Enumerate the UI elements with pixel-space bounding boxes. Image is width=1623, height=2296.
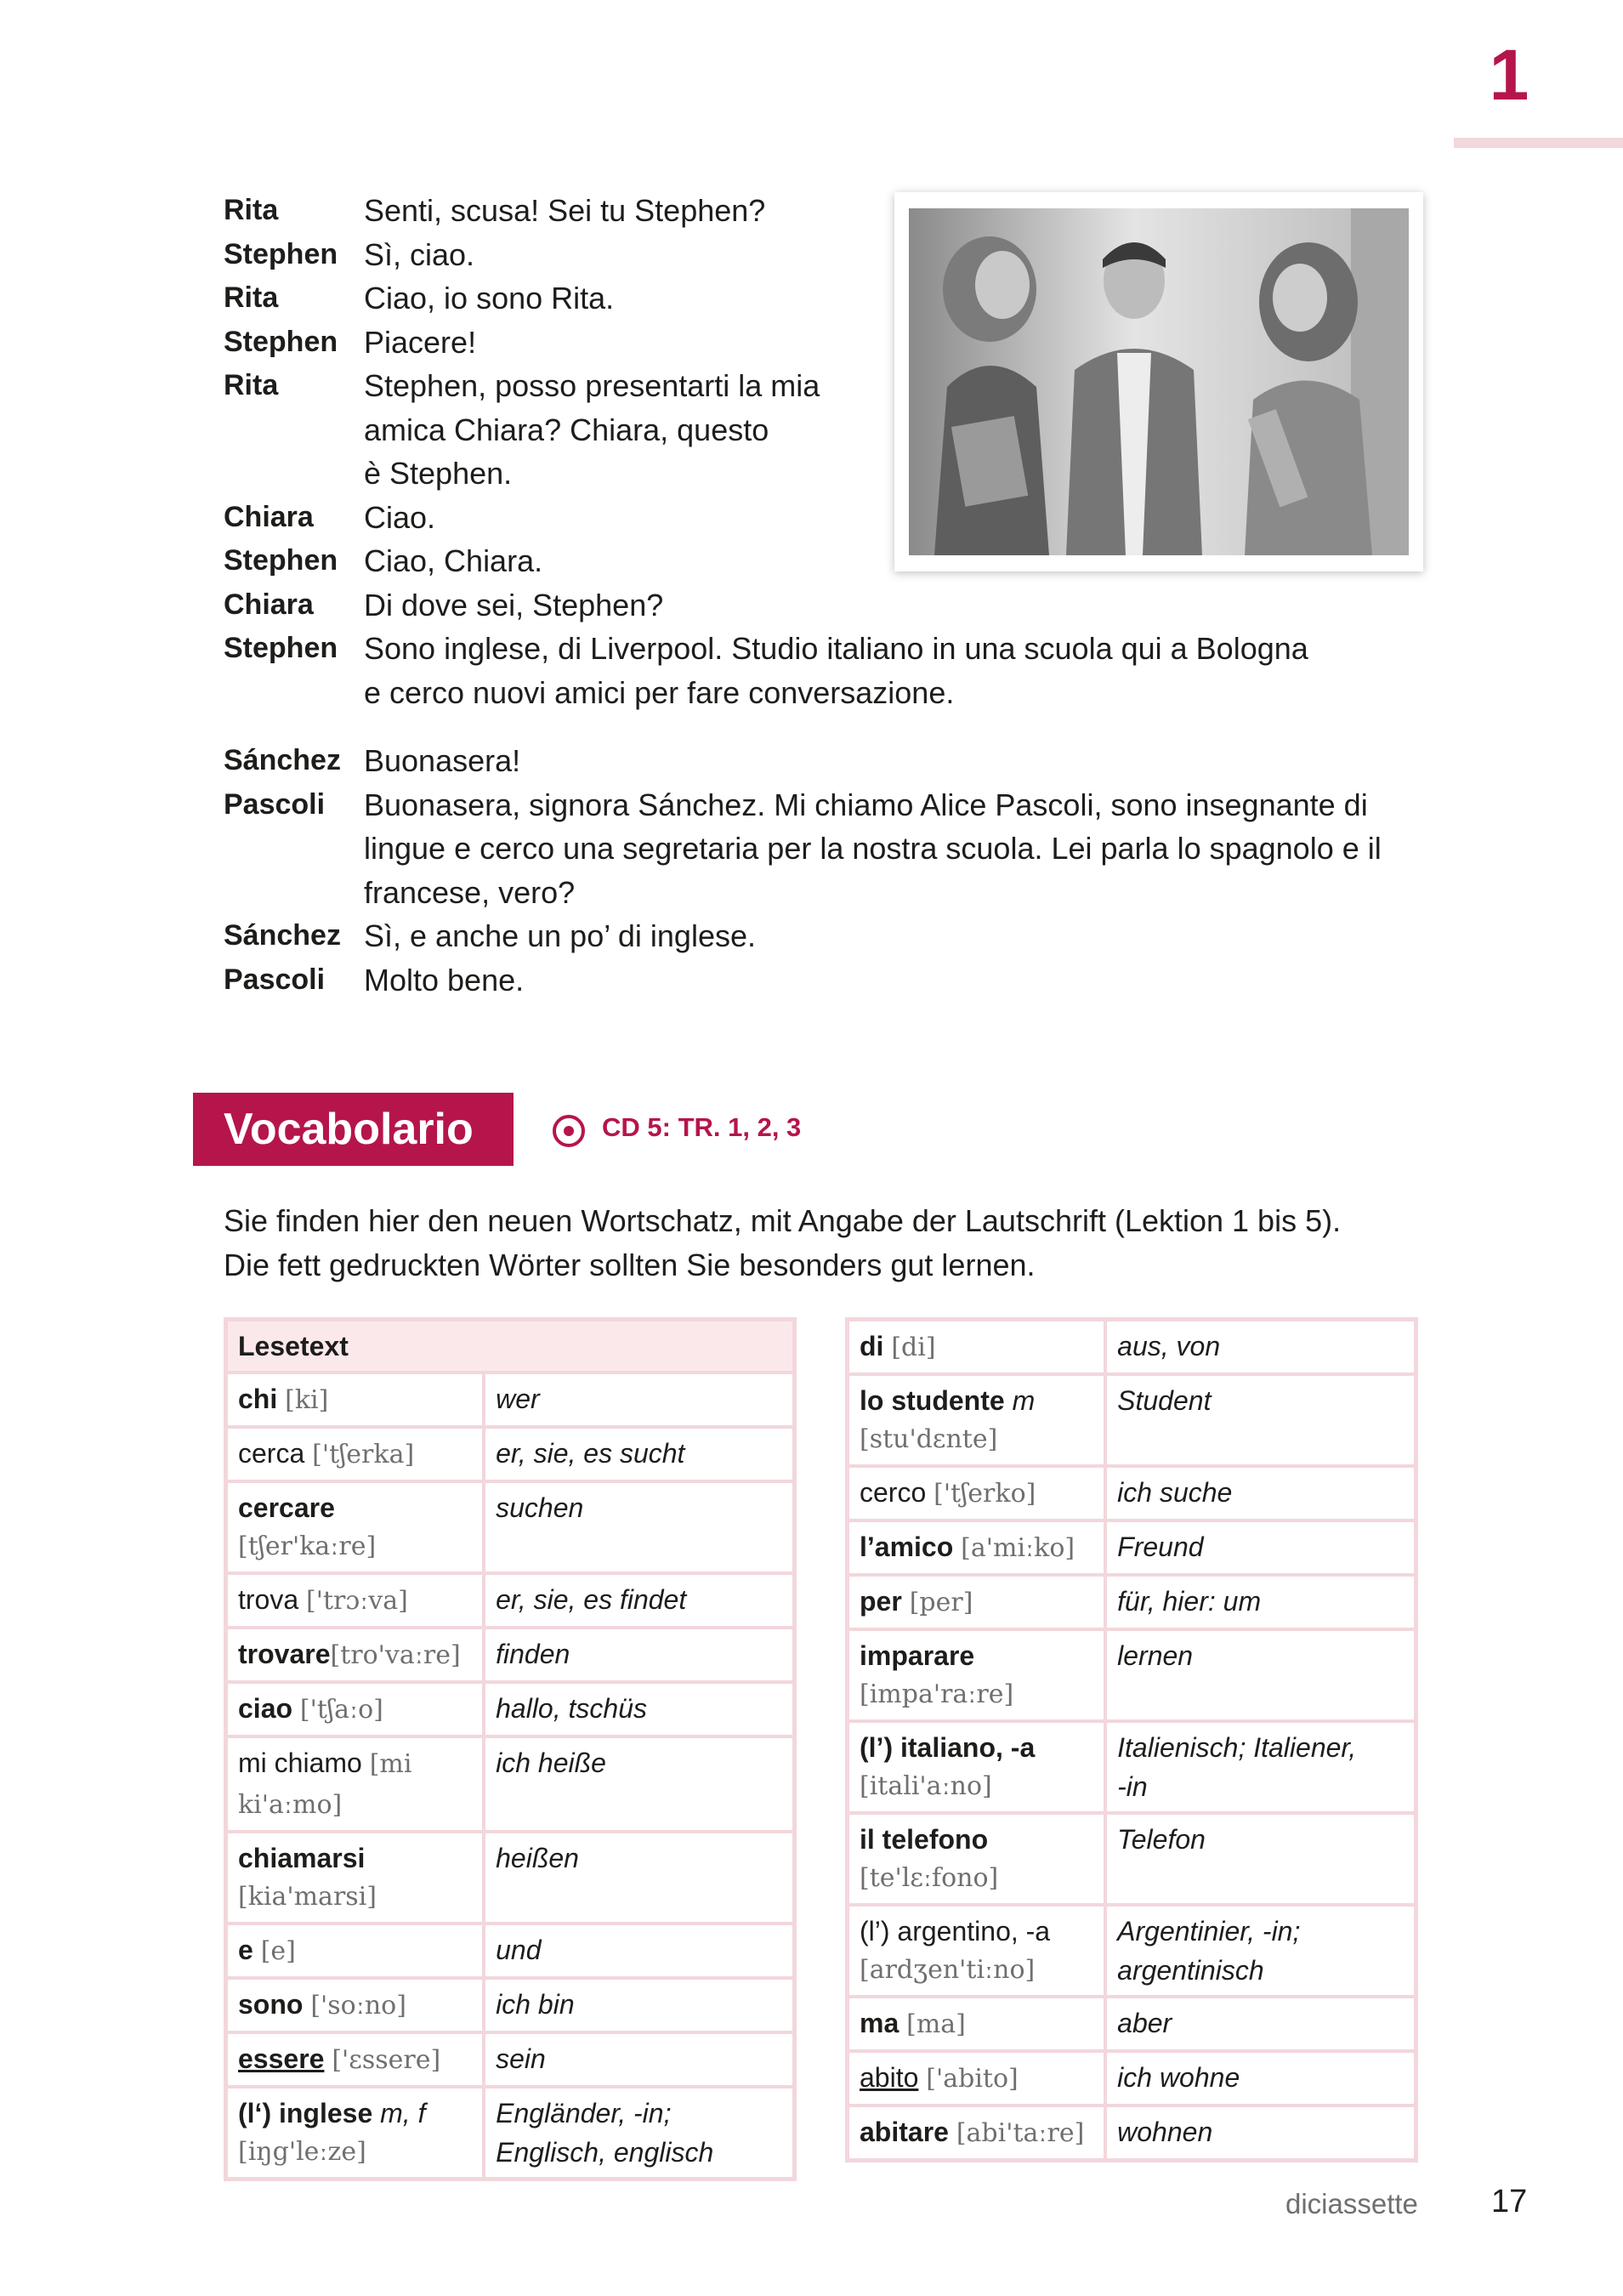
speech: e cerco nuovi amici per fare conversazione. bbox=[364, 674, 955, 710]
table-row bbox=[226, 1427, 795, 1481]
table-row bbox=[848, 1629, 1416, 1721]
speech: Molto bene. bbox=[364, 962, 525, 997]
speech: Sì, e anche un po’ di inglese. bbox=[364, 918, 756, 953]
speech: Di dove sei, Stephen? bbox=[364, 587, 664, 622]
table-row bbox=[848, 1320, 1416, 1375]
speaker: Chiara bbox=[224, 588, 314, 621]
german-cell: hallo, tschüs bbox=[484, 1682, 794, 1736]
italian-cell: di [di] bbox=[848, 1320, 1106, 1375]
speech: Sì, ciao. bbox=[364, 236, 475, 272]
italian-cell: cerca ['tʃerka] bbox=[226, 1427, 485, 1481]
speaker: Rita bbox=[224, 281, 279, 314]
speaker: Pascoli bbox=[224, 787, 326, 821]
german-cell: Argentinier, -in; argentinisch bbox=[1105, 1905, 1416, 1997]
german-cell: ich bin bbox=[484, 1978, 794, 2032]
italian-cell: mi chiamo [mi ki'aːmo] bbox=[226, 1736, 485, 1832]
vocab-table-left bbox=[224, 1317, 797, 2181]
german-cell: Italienisch; Italiener, -in bbox=[1105, 1721, 1416, 1813]
italian-cell: l’amico [a'miːko] bbox=[848, 1520, 1106, 1575]
table-row bbox=[226, 2087, 795, 2179]
german-cell: lernen bbox=[1105, 1629, 1416, 1721]
german-cell: aber bbox=[1105, 1997, 1416, 2051]
german-cell: er, sie, es sucht bbox=[484, 1427, 794, 1481]
italian-cell: essere ['ɛssere] bbox=[226, 2032, 485, 2087]
chapter-number: 1 bbox=[1489, 35, 1529, 115]
speech: Senti, scusa! Sei tu Stephen? bbox=[364, 193, 766, 228]
italian-cell: il telefono [te'lɛːfono] bbox=[848, 1813, 1106, 1905]
italian-cell: per [per] bbox=[848, 1575, 1106, 1629]
table-row bbox=[226, 1682, 795, 1736]
german-cell: Student bbox=[1105, 1374, 1416, 1466]
table-row bbox=[226, 1573, 795, 1628]
table-row bbox=[848, 1813, 1416, 1905]
page-number: 17 bbox=[1491, 2184, 1528, 2219]
german-cell: wohnen bbox=[1105, 2106, 1416, 2161]
table-row bbox=[226, 1628, 795, 1682]
table-row bbox=[226, 1736, 795, 1832]
italian-cell: abito ['abito] bbox=[848, 2051, 1106, 2106]
table-row bbox=[226, 1372, 795, 1427]
italian-cell: e [e] bbox=[226, 1924, 485, 1978]
vocab-intro bbox=[224, 1199, 1456, 1287]
intro-line-2: Die fett gedruckten Wörter sollten Sie besonders gut lernen. bbox=[224, 1247, 1036, 1282]
speaker: Stephen bbox=[224, 325, 338, 358]
german-cell: ich heiße bbox=[484, 1736, 794, 1832]
table-row bbox=[226, 2032, 795, 2087]
italian-cell: chiamarsi [kia'marsi] bbox=[226, 1832, 485, 1924]
german-cell: Engländer, -in; Englisch, englisch bbox=[484, 2087, 794, 2179]
german-cell: sein bbox=[484, 2032, 794, 2087]
speech: Ciao, io sono Rita. bbox=[364, 281, 615, 315]
speaker: Rita bbox=[224, 369, 279, 401]
german-cell: er, sie, es findet bbox=[484, 1573, 794, 1628]
german-cell: Freund bbox=[1105, 1520, 1416, 1575]
table-row bbox=[848, 1997, 1416, 2051]
table-row bbox=[848, 1721, 1416, 1813]
speech: Sono inglese, di Liverpool. Studio italiano in una scuola qui a Bologna bbox=[364, 631, 1308, 666]
german-cell: ich suche bbox=[1105, 1466, 1416, 1520]
vocabolario-heading: Vocabolario bbox=[193, 1093, 514, 1166]
table-row bbox=[226, 1481, 795, 1573]
german-cell: ich wohne bbox=[1105, 2051, 1416, 2106]
vocab-table-right bbox=[845, 1317, 1418, 2162]
speaker: Stephen bbox=[224, 632, 338, 664]
speech: lingue e cerco una segretaria per la nostra scuola. Lei parla lo spagnolo e il bbox=[364, 831, 1382, 866]
german-cell: suchen bbox=[484, 1481, 794, 1573]
speech: amica Chiara? Chiara, questo bbox=[364, 412, 769, 447]
german-cell: und bbox=[484, 1924, 794, 1978]
italian-cell: imparare [impa'raːre] bbox=[848, 1629, 1106, 1721]
table-row bbox=[848, 1905, 1416, 1997]
chapter-bar bbox=[1454, 138, 1623, 148]
speech: Buonasera, signora Sánchez. Mi chiamo Alice Pascoli, sono insegnante di bbox=[364, 787, 1368, 822]
speech: francese, vero? bbox=[364, 874, 576, 910]
speech: Buonasera! bbox=[364, 743, 521, 778]
students-photo bbox=[894, 192, 1423, 571]
speech: è Stephen. bbox=[364, 456, 513, 491]
italian-cell: ciao ['tʃaːo] bbox=[226, 1682, 485, 1736]
speaker: Chiara bbox=[224, 500, 314, 533]
cd-icon bbox=[553, 1115, 585, 1147]
speech: Ciao. bbox=[364, 499, 436, 535]
italian-cell: lo studente m [stu'dɛnte] bbox=[848, 1374, 1106, 1466]
intro-line-1: Sie finden hier den neuen Wortschatz, mit Angabe der Lautschrift (Lektion 1 bis 5). bbox=[224, 1203, 1342, 1238]
german-cell: für, hier: um bbox=[1105, 1575, 1416, 1629]
table-row bbox=[848, 1374, 1416, 1466]
table-row bbox=[226, 1832, 795, 1924]
speaker: Sánchez bbox=[224, 744, 341, 776]
german-cell: wer bbox=[484, 1372, 794, 1427]
italian-cell: (l’) italiano, -a [itali'aːno] bbox=[848, 1721, 1106, 1813]
speech: Ciao, Chiara. bbox=[364, 543, 543, 578]
table-header-row bbox=[226, 1320, 795, 1373]
speaker: Pascoli bbox=[224, 963, 326, 996]
speech: Stephen, posso presentarti la mia bbox=[364, 368, 820, 403]
photo-image bbox=[909, 208, 1409, 555]
italian-cell: cerco ['tʃerko] bbox=[848, 1466, 1106, 1520]
speech: Piacere! bbox=[364, 324, 477, 360]
table-row bbox=[848, 2106, 1416, 2161]
table-row bbox=[226, 1978, 795, 2032]
italian-cell: ma [ma] bbox=[848, 1997, 1106, 2051]
italian-cell: chi [ki] bbox=[226, 1372, 485, 1427]
page-number-word: diciassette bbox=[1285, 2188, 1418, 2219]
italian-cell: cercare [tʃer'kaːre] bbox=[226, 1481, 485, 1573]
italian-cell: (l’) argentino, -a [ardʒen'tiːno] bbox=[848, 1905, 1106, 1997]
cd-track-label: CD 5: TR. 1, 2, 3 bbox=[602, 1112, 802, 1142]
speaker: Sánchez bbox=[224, 919, 341, 952]
italian-cell: trova ['trɔːva] bbox=[226, 1573, 485, 1628]
speaker: Rita bbox=[224, 194, 279, 226]
speaker: Stephen bbox=[224, 544, 338, 577]
italian-cell: (l‘) inglese m, f [iŋg'leːze] bbox=[226, 2087, 485, 2179]
table-row bbox=[226, 1924, 795, 1978]
italian-cell: sono ['soːno] bbox=[226, 1978, 485, 2032]
table-row bbox=[848, 1575, 1416, 1629]
table-row bbox=[848, 1520, 1416, 1575]
italian-cell: trovare[tro'vaːre] bbox=[226, 1628, 485, 1682]
german-cell: finden bbox=[484, 1628, 794, 1682]
table-header: Lesetext bbox=[226, 1320, 795, 1373]
table-row bbox=[848, 2051, 1416, 2106]
german-cell: heißen bbox=[484, 1832, 794, 1924]
german-cell: aus, von bbox=[1105, 1320, 1416, 1375]
table-row bbox=[848, 1466, 1416, 1520]
german-cell: Telefon bbox=[1105, 1813, 1416, 1905]
speaker: Stephen bbox=[224, 237, 338, 270]
italian-cell: abitare [abi'taːre] bbox=[848, 2106, 1106, 2161]
